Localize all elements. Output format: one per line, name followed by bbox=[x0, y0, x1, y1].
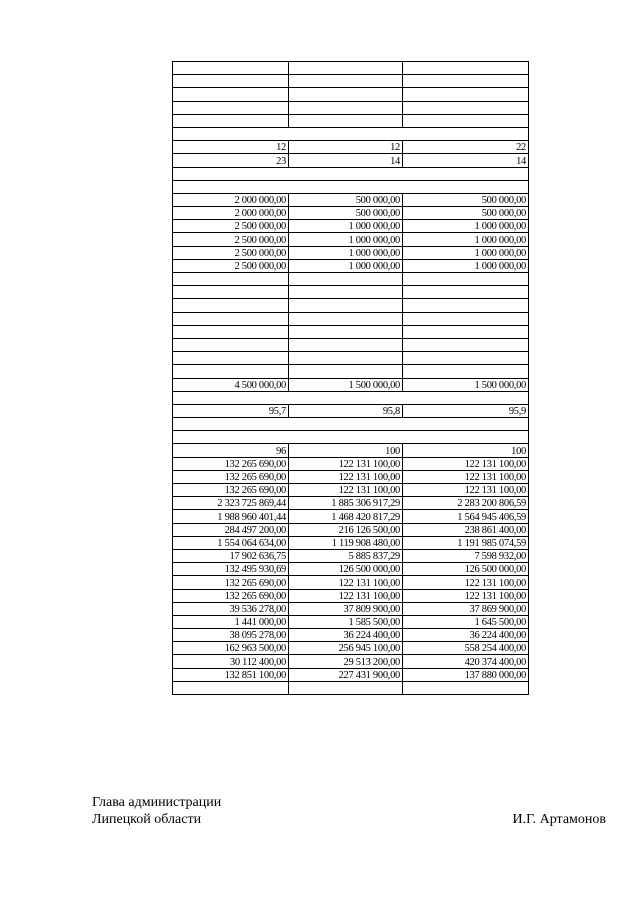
table-cell: 126 500 000,00 bbox=[289, 563, 403, 576]
table-row bbox=[173, 497, 529, 510]
table-cell: 1 119 908 480,00 bbox=[289, 536, 403, 549]
table-row bbox=[173, 127, 529, 140]
table-cell: 1 441 000,00 bbox=[173, 615, 289, 628]
table-cell: 126 500 000,00 bbox=[403, 563, 529, 576]
table-cell: 500 000,00 bbox=[289, 207, 403, 220]
table-cell bbox=[173, 325, 289, 338]
table-cell: 1 000 000,00 bbox=[289, 259, 403, 272]
table-cell bbox=[403, 325, 529, 338]
table-cell: 2 000 000,00 bbox=[173, 193, 289, 206]
table-cell: 122 131 100,00 bbox=[289, 457, 403, 470]
table-cell bbox=[403, 338, 529, 351]
table-cell: 96 bbox=[173, 444, 289, 457]
table-row bbox=[173, 510, 529, 523]
table-cell bbox=[403, 75, 529, 88]
table-row bbox=[173, 589, 529, 602]
table-full-width-cell bbox=[173, 418, 529, 431]
table-cell bbox=[403, 299, 529, 312]
table-cell: 1 500 000,00 bbox=[403, 378, 529, 391]
table-row bbox=[173, 233, 529, 246]
table-body bbox=[173, 62, 529, 695]
table-cell bbox=[289, 62, 403, 75]
table-row bbox=[173, 193, 529, 206]
table-row bbox=[173, 154, 529, 167]
table-row bbox=[173, 286, 529, 299]
table-cell: 12 bbox=[289, 141, 403, 154]
table-row bbox=[173, 299, 529, 312]
table-row bbox=[173, 325, 529, 338]
table-cell bbox=[173, 312, 289, 325]
table-cell: 22 bbox=[403, 141, 529, 154]
table-cell bbox=[289, 325, 403, 338]
table-cell: 17 902 636,75 bbox=[173, 549, 289, 562]
table-cell: 95,8 bbox=[289, 404, 403, 417]
table-row bbox=[173, 273, 529, 286]
table-cell bbox=[403, 286, 529, 299]
table-cell bbox=[289, 312, 403, 325]
table-row bbox=[173, 246, 529, 259]
table-cell bbox=[289, 681, 403, 694]
table-cell bbox=[173, 365, 289, 378]
table-cell: 100 bbox=[289, 444, 403, 457]
table-row bbox=[173, 470, 529, 483]
table-cell: 1 468 420 817,29 bbox=[289, 510, 403, 523]
table-cell: 1 585 500,00 bbox=[289, 615, 403, 628]
table-cell: 2 500 000,00 bbox=[173, 246, 289, 259]
table-row bbox=[173, 536, 529, 549]
table-cell bbox=[289, 286, 403, 299]
table-row bbox=[173, 312, 529, 325]
table-row bbox=[173, 391, 529, 404]
table-row bbox=[173, 563, 529, 576]
table-cell: 122 131 100,00 bbox=[289, 589, 403, 602]
table-cell: 122 131 100,00 bbox=[403, 484, 529, 497]
table-cell bbox=[173, 338, 289, 351]
table-cell: 2 283 200 806,59 bbox=[403, 497, 529, 510]
table-row bbox=[173, 259, 529, 272]
table-cell bbox=[403, 681, 529, 694]
table-row bbox=[173, 338, 529, 351]
table-cell: 1 000 000,00 bbox=[403, 220, 529, 233]
table-cell bbox=[289, 273, 403, 286]
table-row bbox=[173, 655, 529, 668]
table-row bbox=[173, 101, 529, 114]
table-cell bbox=[173, 681, 289, 694]
table-cell: 37 809 900,00 bbox=[289, 602, 403, 615]
table-row bbox=[173, 88, 529, 101]
table-cell: 122 131 100,00 bbox=[403, 589, 529, 602]
table-row bbox=[173, 167, 529, 180]
table-cell: 1 645 500,00 bbox=[403, 615, 529, 628]
signatory-title-line1: Глава администрации bbox=[92, 795, 222, 810]
table-cell: 23 bbox=[173, 154, 289, 167]
table-full-width-cell bbox=[173, 391, 529, 404]
table-cell: 4 500 000,00 bbox=[173, 378, 289, 391]
table-cell: 132 265 690,00 bbox=[173, 576, 289, 589]
table-cell bbox=[289, 75, 403, 88]
table-cell bbox=[173, 286, 289, 299]
table-cell: 1 564 945 406,59 bbox=[403, 510, 529, 523]
table-cell: 1 554 064 634,00 bbox=[173, 536, 289, 549]
table-cell: 2 000 000,00 bbox=[173, 207, 289, 220]
table-cell bbox=[173, 62, 289, 75]
table-cell bbox=[289, 114, 403, 127]
table-cell: 1 000 000,00 bbox=[289, 233, 403, 246]
table-cell: 500 000,00 bbox=[403, 193, 529, 206]
table-cell: 5 885 837,29 bbox=[289, 549, 403, 562]
table-row bbox=[173, 365, 529, 378]
table-row bbox=[173, 602, 529, 615]
table-cell: 122 131 100,00 bbox=[403, 457, 529, 470]
table-cell: 1 191 985 074,59 bbox=[403, 536, 529, 549]
table-row bbox=[173, 576, 529, 589]
table-cell bbox=[173, 114, 289, 127]
table-cell bbox=[403, 88, 529, 101]
table-cell: 1 000 000,00 bbox=[289, 246, 403, 259]
table-cell: 37 869 900,00 bbox=[403, 602, 529, 615]
signatory-title-line2: Липецкой области bbox=[92, 812, 202, 827]
table-cell: 2 323 725 869,44 bbox=[173, 497, 289, 510]
table-cell: 7 598 932,00 bbox=[403, 549, 529, 562]
table-cell bbox=[173, 299, 289, 312]
table-cell bbox=[403, 62, 529, 75]
table-cell: 132 851 100,00 bbox=[173, 668, 289, 681]
table-cell bbox=[403, 273, 529, 286]
table-cell: 122 131 100,00 bbox=[289, 470, 403, 483]
table-cell: 132 495 930,69 bbox=[173, 563, 289, 576]
table-cell: 2 500 000,00 bbox=[173, 259, 289, 272]
table-cell: 14 bbox=[289, 154, 403, 167]
table-cell: 216 126 500,00 bbox=[289, 523, 403, 536]
table-cell: 38 095 278,00 bbox=[173, 629, 289, 642]
table-row bbox=[173, 378, 529, 391]
table-row bbox=[173, 629, 529, 642]
table-cell: 1 988 960 401,44 bbox=[173, 510, 289, 523]
table-cell: 95,7 bbox=[173, 404, 289, 417]
table-cell: 1 000 000,00 bbox=[403, 246, 529, 259]
table-full-width-cell bbox=[173, 180, 529, 193]
table-cell bbox=[289, 299, 403, 312]
table-cell: 132 265 690,00 bbox=[173, 470, 289, 483]
table-cell: 36 224 400,00 bbox=[289, 629, 403, 642]
table-cell: 29 513 200,00 bbox=[289, 655, 403, 668]
table-cell: 1 000 000,00 bbox=[403, 259, 529, 272]
table-row bbox=[173, 418, 529, 431]
table-cell: 14 bbox=[403, 154, 529, 167]
table-cell: 1 885 306 917,29 bbox=[289, 497, 403, 510]
table-cell bbox=[403, 114, 529, 127]
table-row bbox=[173, 114, 529, 127]
table-cell: 558 254 400,00 bbox=[403, 642, 529, 655]
table-row bbox=[173, 642, 529, 655]
table-cell bbox=[403, 365, 529, 378]
table-cell: 1 000 000,00 bbox=[403, 233, 529, 246]
table-cell: 36 224 400,00 bbox=[403, 629, 529, 642]
table-cell bbox=[173, 101, 289, 114]
table-cell bbox=[403, 352, 529, 365]
table-cell: 1 000 000,00 bbox=[289, 220, 403, 233]
signatory-name: И.Г. Артамонов bbox=[512, 812, 606, 827]
table-row bbox=[173, 484, 529, 497]
table-cell bbox=[289, 101, 403, 114]
table-row bbox=[173, 141, 529, 154]
table-cell bbox=[289, 352, 403, 365]
table-cell: 30 112 400,00 bbox=[173, 655, 289, 668]
table-row bbox=[173, 681, 529, 694]
table-cell: 284 497 200,00 bbox=[173, 523, 289, 536]
table-row bbox=[173, 668, 529, 681]
table-cell: 227 431 900,00 bbox=[289, 668, 403, 681]
table-row bbox=[173, 220, 529, 233]
table-cell bbox=[403, 101, 529, 114]
table-row bbox=[173, 404, 529, 417]
table-cell: 122 131 100,00 bbox=[289, 484, 403, 497]
table-row bbox=[173, 207, 529, 220]
table-cell: 39 536 278,00 bbox=[173, 602, 289, 615]
table-row bbox=[173, 180, 529, 193]
table-cell: 132 265 690,00 bbox=[173, 484, 289, 497]
table-cell: 137 880 000,00 bbox=[403, 668, 529, 681]
table-cell: 162 963 500,00 bbox=[173, 642, 289, 655]
table-cell: 500 000,00 bbox=[403, 207, 529, 220]
table-full-width-cell bbox=[173, 431, 529, 444]
table-full-width-cell bbox=[173, 127, 529, 140]
table-row bbox=[173, 75, 529, 88]
table-full-width-cell bbox=[173, 167, 529, 180]
table-row bbox=[173, 615, 529, 628]
table-row bbox=[173, 457, 529, 470]
table-cell: 122 131 100,00 bbox=[403, 470, 529, 483]
budget-data-table bbox=[172, 61, 529, 695]
table-row bbox=[173, 431, 529, 444]
table-cell bbox=[289, 338, 403, 351]
table-cell bbox=[173, 88, 289, 101]
table-cell: 2 500 000,00 bbox=[173, 233, 289, 246]
table-cell bbox=[173, 273, 289, 286]
table-cell: 100 bbox=[403, 444, 529, 457]
table-cell: 122 131 100,00 bbox=[403, 576, 529, 589]
table-cell: 122 131 100,00 bbox=[289, 576, 403, 589]
table-cell bbox=[289, 365, 403, 378]
table-cell: 2 500 000,00 bbox=[173, 220, 289, 233]
table-cell bbox=[173, 352, 289, 365]
table-cell: 420 374 400,00 bbox=[403, 655, 529, 668]
table-cell: 132 265 690,00 bbox=[173, 589, 289, 602]
table-cell bbox=[173, 75, 289, 88]
table-cell bbox=[403, 312, 529, 325]
table-cell: 12 bbox=[173, 141, 289, 154]
table-cell: 1 500 000,00 bbox=[289, 378, 403, 391]
table-cell: 132 265 690,00 bbox=[173, 457, 289, 470]
table-cell: 500 000,00 bbox=[289, 193, 403, 206]
table-cell: 256 945 100,00 bbox=[289, 642, 403, 655]
table-cell: 238 861 400,00 bbox=[403, 523, 529, 536]
table-row bbox=[173, 549, 529, 562]
table-row bbox=[173, 523, 529, 536]
table-row bbox=[173, 444, 529, 457]
table-cell: 95,9 bbox=[403, 404, 529, 417]
table-row bbox=[173, 352, 529, 365]
table-row bbox=[173, 62, 529, 75]
table-cell bbox=[289, 88, 403, 101]
